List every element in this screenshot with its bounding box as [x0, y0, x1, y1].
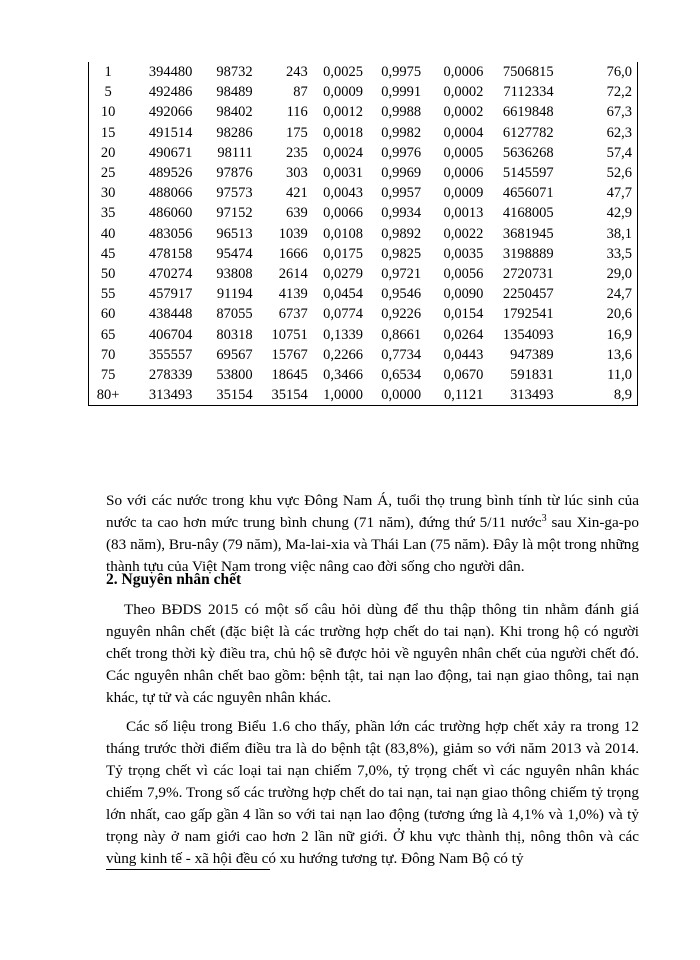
table-cell: 0,0443 [443, 346, 484, 363]
table-cell: 0,9226 [381, 306, 422, 323]
table-cell: 96513 [216, 225, 253, 242]
table-cell: 80318 [216, 326, 253, 343]
table-cell: 20 [89, 143, 128, 163]
table-cell: 0,0009 [323, 84, 363, 101]
table-cell: 278339 [148, 366, 193, 383]
table-cell: 20,6 [554, 304, 638, 324]
table-cell: 15 [89, 123, 128, 143]
table-cell: 1666 [278, 245, 308, 262]
table-cell: 0,9988 [381, 104, 422, 121]
table-cell: 0,9721 [381, 265, 422, 282]
table-row [89, 345, 638, 365]
table-row [89, 203, 638, 223]
table-cell: 0,0009 [443, 185, 484, 202]
table-row [89, 123, 638, 143]
table-cell: 0,0002 [443, 84, 484, 101]
table-cell: 243 [286, 64, 308, 81]
table-cell: 0,0454 [323, 286, 363, 303]
table-cell: 486060 [148, 205, 193, 222]
table-row [89, 183, 638, 203]
table-cell: 18645 [271, 366, 308, 383]
table-cell: 8,9 [554, 385, 638, 406]
table-cell: 55 [89, 284, 128, 304]
table-cell: 0,0025 [323, 64, 363, 81]
table-cell: 0,0035 [443, 245, 484, 262]
table-cell: 80+ [89, 385, 128, 406]
table-cell: 0,0022 [443, 225, 484, 242]
table-cell: 1792541 [502, 306, 554, 323]
table-cell: 0,0000 [363, 385, 421, 406]
table-cell: 0,0006 [443, 165, 484, 182]
table-cell: 69567 [216, 346, 253, 363]
table-cell: 35154 [192, 385, 252, 406]
table-cell: 30 [89, 183, 128, 203]
table-cell: 98286 [216, 124, 253, 141]
table-cell: 97152 [216, 205, 253, 222]
table-cell: 70 [89, 345, 128, 365]
table-cell: 488066 [148, 185, 193, 202]
table-cell: 33,5 [554, 244, 638, 264]
table-cell: 0,0002 [443, 104, 484, 121]
table-row [89, 102, 638, 122]
table-cell: 1039 [278, 225, 308, 242]
table-cell: 4168005 [502, 205, 554, 222]
table-cell: 1 [89, 62, 128, 82]
table-cell: 355557 [148, 346, 193, 363]
table-cell: 0,8661 [381, 326, 422, 343]
table-cell: 0,0175 [323, 245, 363, 262]
table-cell: 235 [286, 144, 308, 161]
table-cell: 6619848 [502, 104, 554, 121]
section-heading: 2. Nguyên nhân chết [106, 571, 242, 588]
table-cell: 98489 [216, 84, 253, 101]
table-cell: 0,0108 [323, 225, 363, 242]
table-cell: 3198889 [502, 245, 554, 262]
table-cell: 67,3 [554, 102, 638, 122]
table-cell: 313493 [483, 385, 553, 406]
table-row [89, 264, 638, 284]
table-cell: 0,9969 [381, 165, 422, 182]
table-cell: 72,2 [554, 82, 638, 102]
table-row [89, 324, 638, 344]
table-cell: 0,0018 [323, 124, 363, 141]
table-cell: 0,0264 [443, 326, 484, 343]
table-cell: 3681945 [502, 225, 554, 242]
table-cell: 0,1339 [323, 326, 363, 343]
table-cell: 421 [286, 185, 308, 202]
table-cell: 0,9982 [381, 124, 422, 141]
life-table [88, 62, 638, 406]
table-cell: 0,0024 [323, 144, 363, 161]
table-cell: 0,0154 [443, 306, 484, 323]
table-cell: 52,6 [554, 163, 638, 183]
table-cell: 35 [89, 203, 128, 223]
table-cell: 15767 [271, 346, 308, 363]
table-cell: 6737 [278, 306, 308, 323]
table-cell: 0,1121 [421, 385, 483, 406]
table-cell: 35154 [253, 385, 308, 406]
table-cell: 0,9892 [381, 225, 422, 242]
footnote-reference: 3 [541, 512, 547, 524]
table-cell: 0,9934 [381, 205, 422, 222]
table-cell: 639 [286, 205, 308, 222]
table-cell: 87 [293, 84, 308, 101]
table-cell: 7506815 [502, 64, 554, 81]
table-cell: 483056 [148, 225, 193, 242]
table-cell: 0,0031 [323, 165, 363, 182]
table-cell: 97573 [216, 185, 253, 202]
life-table-body [89, 62, 638, 406]
table-cell: 10751 [271, 326, 308, 343]
table-cell: 11,0 [554, 365, 638, 385]
table-cell: 1354093 [502, 326, 554, 343]
table-cell: 60 [89, 304, 128, 324]
table-cell: 0,0013 [443, 205, 484, 222]
table-cell: 75 [89, 365, 128, 385]
table-cell: 38,1 [554, 224, 638, 244]
table-row [89, 163, 638, 183]
table-cell: 98402 [216, 104, 253, 121]
table-cell: 13,6 [554, 345, 638, 365]
table-cell: 478158 [148, 245, 193, 262]
table-cell: 2250457 [502, 286, 554, 303]
table-cell: 62,3 [554, 123, 638, 143]
table-cell: 42,9 [554, 203, 638, 223]
table-cell: 0,0006 [443, 64, 484, 81]
table-cell: 0,0279 [323, 265, 363, 282]
table-cell: 489526 [148, 165, 193, 182]
table-cell: 0,0090 [443, 286, 484, 303]
table-cell: 5636268 [502, 144, 554, 161]
table-cell: 2614 [278, 265, 308, 282]
table-cell: 45 [89, 244, 128, 264]
table-cell: 4656071 [502, 185, 554, 202]
table-cell: 394480 [148, 64, 193, 81]
table-cell: 6127782 [502, 124, 554, 141]
table-cell: 53800 [216, 366, 253, 383]
table-cell: 0,9991 [381, 84, 422, 101]
table-cell: 947389 [510, 346, 554, 363]
table-row [89, 143, 638, 163]
table-cell: 97876 [216, 165, 253, 182]
table-row [89, 224, 638, 244]
table-row [89, 62, 638, 82]
table-cell: 29,0 [554, 264, 638, 284]
table-cell: 116 [286, 104, 308, 121]
table-cell: 0,0066 [323, 205, 363, 222]
table-cell: 10 [89, 102, 128, 122]
table-cell: 95474 [216, 245, 253, 262]
table-cell: 2720731 [502, 265, 554, 282]
table-cell: 491514 [148, 124, 193, 141]
table-cell: 0,3466 [323, 366, 363, 383]
paragraph-death-causes-intro: Theo BĐDS 2015 có một số câu hỏi dùng để thu thập thông tin nhằm đánh giá nguyên nhân chết (đặc biệt là các trường hợp chết do tai nạn). Khi trong hộ có người chết trong thời kỳ điều tra, chủ hộ sẽ được hỏi về nguyên nhân chết của người chết đó. Các nguyên nhân chết bao gồm: bệnh tật, tai nạn lao động, tai nạn giao thông, tai nạn khác, tự tử và các nguyên nhân khác. [106, 601, 639, 706]
table-cell: 76,0 [554, 62, 638, 82]
table-row [89, 304, 638, 324]
table-cell: 0,9825 [381, 245, 422, 262]
paragraph-life-expectancy-text-a: So với các nước trong khu vực Đông Nam Á, tuổi thọ trung bình tính từ lúc sinh của nước ta cao hơn mức trung bình chung (71 năm), đứng thứ 5/11 nước [106, 492, 639, 531]
table-cell: 0,9546 [381, 286, 422, 303]
table-cell: 4139 [278, 286, 308, 303]
table-cell: 5 [89, 82, 128, 102]
table-cell: 490671 [148, 144, 193, 161]
table-cell: 47,7 [554, 183, 638, 203]
table-cell: 25 [89, 163, 128, 183]
table-cell: 303 [286, 165, 308, 182]
table-cell: 0,0012 [323, 104, 363, 121]
table-cell: 0,0774 [323, 306, 363, 323]
table-cell: 40 [89, 224, 128, 244]
table-row [89, 385, 638, 406]
table-cell: 0,9976 [381, 144, 422, 161]
table-cell: 406704 [148, 326, 193, 343]
table-cell: 91194 [216, 286, 253, 303]
table-cell: 98732 [216, 64, 253, 81]
table-cell: 16,9 [554, 324, 638, 344]
table-cell: 0,6534 [381, 366, 422, 383]
table-row [89, 284, 638, 304]
table-cell: 98111 [217, 144, 253, 161]
table-cell: 0,9975 [381, 64, 422, 81]
table-cell: 65 [89, 324, 128, 344]
table-cell: 492486 [148, 84, 193, 101]
table-cell: 50 [89, 264, 128, 284]
table-cell: 1,0000 [308, 385, 363, 406]
table-cell: 591831 [510, 366, 554, 383]
table-row [89, 244, 638, 264]
table-cell: 438448 [148, 306, 193, 323]
table-cell: 0,0670 [443, 366, 484, 383]
table-row [89, 365, 638, 385]
table-row [89, 82, 638, 102]
table-cell: 0,9957 [381, 185, 422, 202]
table-cell: 0,2266 [323, 346, 363, 363]
paragraph-death-causes-data: Các số liệu trong Biểu 1.6 cho thấy, phần lớn các trường hợp chết xảy ra trong 12 tháng trước thời điểm điều tra là do bệnh tật (83,8%), giảm so với năm 2013 và 2014. Tỷ trọng chết vì các loại tai nạn chiếm 7,0%, tỷ trọng chết vì các nguyên nhân khác chiếm 7,9%. Trong số các trường hợp chết do tai nạn, tai nạn giao thông chiếm tỷ trọng lớn nhất, cao gấp gần 4 lần so với tai nạn lao động (tương ứng là 4,1% và 1,0%) và tỷ trọng này ở nam giới cao hơn 2 lần nữ giới. Ở khu vực thành thị, nông thôn và các vùng kinh tế - xã hội đều có xu hướng tương tự. Đông Nam Bộ có tỷ [106, 718, 639, 867]
table-cell: 57,4 [554, 143, 638, 163]
paragraph-life-expectancy-text-b: sau Xin-ga-po (83 năm), Bru-nây (79 năm), Ma-lai-xia và Thái Lan (75 năm). Đây là một trong những thành tựu của Việt Nam trong việc nâng cao đời sống cho người dân. [106, 514, 639, 575]
table-cell: 175 [286, 124, 308, 141]
footnote-divider [106, 869, 270, 870]
table-cell: 470274 [148, 265, 193, 282]
paragraph-life-expectancy [106, 490, 639, 578]
table-cell: 313493 [127, 385, 192, 406]
table-cell: 0,0004 [443, 124, 484, 141]
table-cell: 0,0005 [443, 144, 484, 161]
table-cell: 7112334 [503, 84, 554, 101]
table-cell: 0,0043 [323, 185, 363, 202]
table-cell: 5145597 [502, 165, 554, 182]
table-cell: 457917 [148, 286, 193, 303]
table-cell: 24,7 [554, 284, 638, 304]
table-cell: 87055 [216, 306, 253, 323]
table-cell: 0,0056 [443, 265, 484, 282]
table-cell: 93808 [216, 265, 253, 282]
table-cell: 0,7734 [381, 346, 422, 363]
table-cell: 492066 [148, 104, 193, 121]
